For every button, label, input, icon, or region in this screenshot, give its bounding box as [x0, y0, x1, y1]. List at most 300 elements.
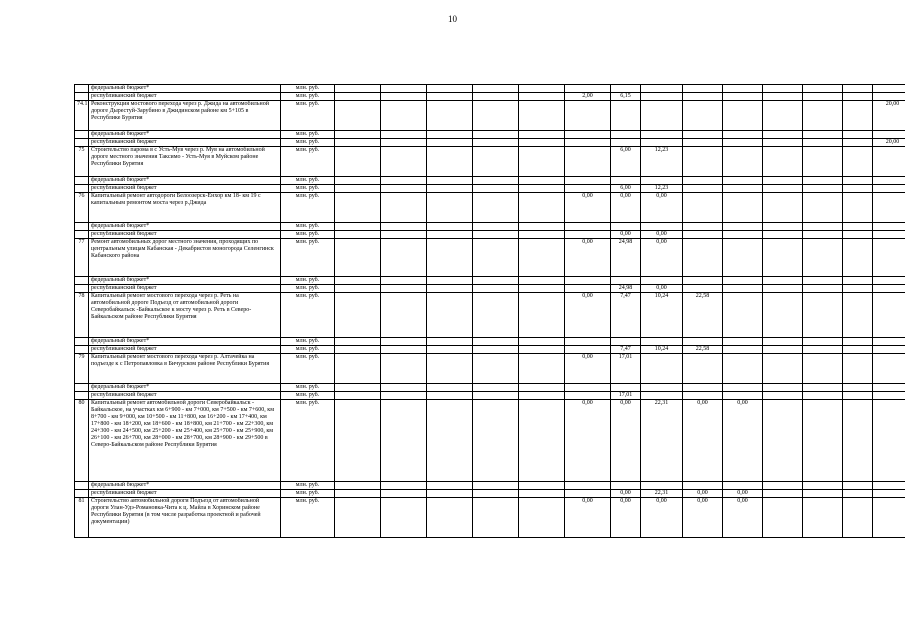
value-cell: [843, 482, 873, 490]
value-cell: [519, 338, 565, 346]
value-cell: [843, 93, 873, 101]
value-cell: [565, 338, 611, 346]
row-unit: млн. руб.: [281, 490, 335, 498]
row-unit: млн. руб.: [281, 239, 335, 277]
value-cell: [381, 177, 427, 185]
value-cell: [473, 338, 519, 346]
value-cell: [427, 384, 473, 392]
value-cell: [611, 139, 641, 147]
value-cell: [641, 392, 683, 400]
page-number: 10: [448, 14, 457, 24]
value-cell: [873, 223, 905, 231]
value-cell: [519, 392, 565, 400]
value-cell: [565, 85, 611, 93]
value-cell: 0,00: [565, 498, 611, 538]
value-cell: [565, 185, 611, 193]
row-number: [75, 285, 89, 293]
value-cell: [611, 384, 641, 392]
value-cell: [873, 285, 905, 293]
value-cell: [843, 239, 873, 277]
row-name: федеральный бюджет*: [89, 482, 281, 490]
row-number: [75, 177, 89, 185]
value-cell: [519, 177, 565, 185]
value-cell: [803, 354, 843, 384]
value-cell: 2,00: [565, 93, 611, 101]
value-cell: [473, 346, 519, 354]
value-cell: [763, 231, 803, 239]
table-row: [75, 482, 905, 490]
value-cell: [873, 400, 905, 482]
value-cell: [519, 498, 565, 538]
row-unit: млн. руб.: [281, 139, 335, 147]
value-cell: [473, 93, 519, 101]
row-number: [75, 338, 89, 346]
row-number: [75, 277, 89, 285]
value-cell: [519, 231, 565, 239]
value-cell: [335, 482, 381, 490]
table-row: [75, 354, 905, 384]
value-cell: [843, 285, 873, 293]
row-number: [75, 392, 89, 400]
value-cell: 0,00: [723, 490, 763, 498]
value-cell: [763, 354, 803, 384]
row-number: 78: [75, 293, 89, 338]
value-cell: [473, 193, 519, 223]
row-name: Реконструкция мостового перехода через р. Джида на автомобильной дороге Дырестуй-Зарубино в Джидинском районе км 5+105 в Республике Бурятия: [89, 101, 281, 131]
value-cell: [683, 277, 723, 285]
value-cell: [843, 231, 873, 239]
value-cell: [723, 139, 763, 147]
row-number: [75, 85, 89, 93]
value-cell: [381, 482, 427, 490]
table-row: [75, 177, 905, 185]
value-cell: [335, 193, 381, 223]
value-cell: [381, 85, 427, 93]
value-cell: [641, 384, 683, 392]
value-cell: 24,98: [611, 239, 641, 277]
value-cell: [763, 384, 803, 392]
value-cell: [473, 101, 519, 131]
row-unit: млн. руб.: [281, 93, 335, 101]
value-cell: [565, 139, 611, 147]
table-row: [75, 498, 905, 538]
value-cell: [763, 131, 803, 139]
row-unit: млн. руб.: [281, 193, 335, 223]
value-cell: [335, 101, 381, 131]
row-unit: млн. руб.: [281, 131, 335, 139]
value-cell: [843, 384, 873, 392]
value-cell: [723, 101, 763, 131]
value-cell: [381, 392, 427, 400]
value-cell: [641, 93, 683, 101]
value-cell: [381, 239, 427, 277]
value-cell: [519, 490, 565, 498]
value-cell: [473, 239, 519, 277]
value-cell: [763, 400, 803, 482]
value-cell: [335, 93, 381, 101]
value-cell: [565, 223, 611, 231]
value-cell: 20,00: [873, 101, 905, 131]
row-name: Капитальный ремонт мостового перехода через р. Алтачейка на подъезде к с Петропавловка в Бичурском районе Республики Бурятия: [89, 354, 281, 384]
value-cell: [335, 139, 381, 147]
value-cell: [723, 338, 763, 346]
value-cell: [843, 193, 873, 223]
table-row: [75, 185, 905, 193]
value-cell: [427, 177, 473, 185]
value-cell: [519, 293, 565, 338]
row-number: [75, 490, 89, 498]
value-cell: [683, 139, 723, 147]
row-unit: млн. руб.: [281, 223, 335, 231]
value-cell: [473, 392, 519, 400]
value-cell: [723, 147, 763, 177]
value-cell: [473, 498, 519, 538]
value-cell: [803, 482, 843, 490]
row-unit: млн. руб.: [281, 231, 335, 239]
value-cell: [843, 139, 873, 147]
value-cell: [335, 392, 381, 400]
value-cell: 7,47: [611, 346, 641, 354]
value-cell: 12,23: [641, 147, 683, 177]
value-cell: [763, 285, 803, 293]
value-cell: [803, 131, 843, 139]
value-cell: [381, 193, 427, 223]
table-row: [75, 490, 905, 498]
value-cell: [427, 231, 473, 239]
value-cell: [873, 147, 905, 177]
value-cell: [803, 400, 843, 482]
value-cell: [565, 490, 611, 498]
value-cell: [763, 85, 803, 93]
table-row: [75, 85, 905, 93]
row-unit: млн. руб.: [281, 277, 335, 285]
value-cell: [611, 177, 641, 185]
value-cell: [843, 400, 873, 482]
value-cell: [843, 354, 873, 384]
value-cell: [335, 177, 381, 185]
value-cell: [473, 223, 519, 231]
value-cell: [565, 131, 611, 139]
value-cell: 0,00: [611, 498, 641, 538]
row-number: 77: [75, 239, 89, 277]
value-cell: 22,31: [641, 400, 683, 482]
value-cell: [843, 490, 873, 498]
value-cell: 0,00: [565, 400, 611, 482]
value-cell: [641, 482, 683, 490]
value-cell: [519, 346, 565, 354]
value-cell: [473, 293, 519, 338]
value-cell: [843, 131, 873, 139]
value-cell: [763, 193, 803, 223]
row-unit: млн. руб.: [281, 384, 335, 392]
row-number: [75, 223, 89, 231]
value-cell: [803, 498, 843, 538]
value-cell: [803, 93, 843, 101]
value-cell: [803, 346, 843, 354]
value-cell: [427, 293, 473, 338]
value-cell: [381, 147, 427, 177]
row-number: [75, 231, 89, 239]
value-cell: [641, 131, 683, 139]
value-cell: [519, 131, 565, 139]
value-cell: [565, 384, 611, 392]
value-cell: [335, 231, 381, 239]
value-cell: 0,00: [565, 354, 611, 384]
value-cell: 22,31: [641, 490, 683, 498]
row-unit: млн. руб.: [281, 498, 335, 538]
table-row: [75, 384, 905, 392]
value-cell: 0,00: [611, 193, 641, 223]
value-cell: [763, 498, 803, 538]
row-number: 76: [75, 193, 89, 223]
value-cell: [873, 392, 905, 400]
value-cell: [335, 131, 381, 139]
value-cell: [803, 85, 843, 93]
row-number: 81: [75, 498, 89, 538]
row-name: федеральный бюджет*: [89, 223, 281, 231]
table-row: [75, 193, 905, 223]
row-name: федеральный бюджет*: [89, 338, 281, 346]
value-cell: [641, 85, 683, 93]
value-cell: [335, 338, 381, 346]
value-cell: [335, 239, 381, 277]
value-cell: [335, 285, 381, 293]
row-unit: млн. руб.: [281, 147, 335, 177]
row-number: [75, 139, 89, 147]
value-cell: [803, 293, 843, 338]
value-cell: [803, 392, 843, 400]
value-cell: 0,00: [565, 239, 611, 277]
value-cell: [427, 223, 473, 231]
value-cell: 0,00: [641, 193, 683, 223]
value-cell: [803, 147, 843, 177]
value-cell: 6,15: [611, 93, 641, 101]
value-cell: [843, 338, 873, 346]
value-cell: [723, 239, 763, 277]
value-cell: 0,00: [641, 285, 683, 293]
row-name: федеральный бюджет*: [89, 177, 281, 185]
value-cell: [683, 338, 723, 346]
value-cell: [519, 185, 565, 193]
value-cell: [683, 185, 723, 193]
row-number: [75, 185, 89, 193]
value-cell: [381, 231, 427, 239]
value-cell: [427, 482, 473, 490]
value-cell: [381, 338, 427, 346]
value-cell: [723, 354, 763, 384]
value-cell: [473, 85, 519, 93]
value-cell: [723, 85, 763, 93]
row-number: [75, 346, 89, 354]
value-cell: [803, 177, 843, 185]
value-cell: [803, 338, 843, 346]
value-cell: [381, 498, 427, 538]
value-cell: [803, 231, 843, 239]
value-cell: [381, 293, 427, 338]
value-cell: [873, 490, 905, 498]
value-cell: [763, 277, 803, 285]
value-cell: 10,24: [641, 346, 683, 354]
value-cell: [335, 384, 381, 392]
value-cell: [723, 223, 763, 231]
value-cell: [763, 177, 803, 185]
value-cell: [519, 482, 565, 490]
row-name: республиканский бюджет: [89, 285, 281, 293]
row-number: 74.1: [75, 101, 89, 131]
value-cell: [683, 147, 723, 177]
value-cell: [565, 285, 611, 293]
value-cell: [519, 193, 565, 223]
value-cell: [473, 277, 519, 285]
value-cell: [519, 85, 565, 93]
value-cell: [843, 101, 873, 131]
value-cell: [683, 482, 723, 490]
value-cell: 17,01: [611, 354, 641, 384]
value-cell: 12,23: [641, 185, 683, 193]
value-cell: [723, 277, 763, 285]
table-row: [75, 93, 905, 101]
value-cell: [611, 338, 641, 346]
value-cell: [723, 231, 763, 239]
table-row: [75, 231, 905, 239]
row-name: республиканский бюджет: [89, 490, 281, 498]
value-cell: [683, 193, 723, 223]
value-cell: [683, 177, 723, 185]
row-name: республиканский бюджет: [89, 185, 281, 193]
value-cell: [683, 239, 723, 277]
value-cell: [803, 101, 843, 131]
value-cell: 0,00: [611, 400, 641, 482]
value-cell: [427, 239, 473, 277]
value-cell: [843, 147, 873, 177]
value-cell: [427, 392, 473, 400]
table-row: [75, 346, 905, 354]
value-cell: [873, 346, 905, 354]
value-cell: [473, 147, 519, 177]
value-cell: [565, 101, 611, 131]
value-cell: [763, 346, 803, 354]
table-row: [75, 293, 905, 338]
value-cell: [611, 482, 641, 490]
value-cell: [803, 223, 843, 231]
value-cell: [381, 93, 427, 101]
row-unit: млн. руб.: [281, 354, 335, 384]
row-name: Строительство парома в с Усть-Мув через р. Мув на автомобильной дороге местного значения Таксимо - Усть-Муя в Муйском районе Республики Бурятия: [89, 147, 281, 177]
value-cell: [873, 185, 905, 193]
value-cell: [763, 338, 803, 346]
row-name: республиканский бюджет: [89, 231, 281, 239]
row-number: 80: [75, 400, 89, 482]
value-cell: [683, 384, 723, 392]
table-row: [75, 277, 905, 285]
row-name: Ремонт автомобильных дорог местного значения, проходящих по центральным улицам Кабанская - Декабристов моногорода Селенгинск Кабанского района: [89, 239, 281, 277]
value-cell: [473, 384, 519, 392]
value-cell: 0,00: [723, 400, 763, 482]
value-cell: [803, 239, 843, 277]
value-cell: [565, 231, 611, 239]
table-row: [75, 239, 905, 277]
value-cell: [763, 223, 803, 231]
value-cell: [335, 354, 381, 384]
row-unit: млн. руб.: [281, 338, 335, 346]
value-cell: [381, 346, 427, 354]
value-cell: [473, 131, 519, 139]
table-row: [75, 392, 905, 400]
value-cell: [427, 131, 473, 139]
value-cell: 6,00: [611, 147, 641, 177]
value-cell: [519, 93, 565, 101]
row-unit: млн. руб.: [281, 101, 335, 131]
value-cell: [335, 185, 381, 193]
value-cell: [873, 193, 905, 223]
value-cell: [723, 193, 763, 223]
value-cell: [427, 193, 473, 223]
value-cell: 0,00: [641, 239, 683, 277]
value-cell: [763, 93, 803, 101]
row-name: Капитальный ремонт автомобильной дороги Северобайкальск - Байкальское, на участках км 6+900 - км 7+000, км 7+500 - км 7+600, км 8+700 - км 9+000, км 10+500 - км 11+800, км 16+200 - км 17+400, км 17+800 - км 18+200, км 18+600 - км 18+800, км 21+700 - км 22+300, км 24+300 - км 24+500, км 25+200 - км 25+400, км 25+700 - км 25+900, км 26+100 - км 26+700, км 28+000 - км 28+700, км 28+900 - км 29+500 в Северо-Байкальском районе Республики Бурятия: [89, 400, 281, 482]
value-cell: [427, 93, 473, 101]
value-cell: [473, 185, 519, 193]
row-name: республиканский бюджет: [89, 93, 281, 101]
value-cell: [803, 193, 843, 223]
value-cell: [803, 185, 843, 193]
value-cell: [381, 384, 427, 392]
value-cell: [519, 400, 565, 482]
value-cell: [611, 223, 641, 231]
row-unit: млн. руб.: [281, 482, 335, 490]
value-cell: [473, 285, 519, 293]
value-cell: [427, 185, 473, 193]
value-cell: [519, 139, 565, 147]
table-row: [75, 147, 905, 177]
value-cell: [335, 498, 381, 538]
table-row: [75, 139, 905, 147]
table-row: [75, 101, 905, 131]
value-cell: [723, 482, 763, 490]
value-cell: [381, 400, 427, 482]
value-cell: [427, 277, 473, 285]
row-unit: млн. руб.: [281, 346, 335, 354]
value-cell: [683, 101, 723, 131]
row-name: республиканский бюджет: [89, 346, 281, 354]
value-cell: [763, 139, 803, 147]
value-cell: [763, 185, 803, 193]
value-cell: [873, 177, 905, 185]
table-row: [75, 400, 905, 482]
value-cell: 10,24: [641, 293, 683, 338]
value-cell: [803, 285, 843, 293]
value-cell: [335, 277, 381, 285]
row-unit: млн. руб.: [281, 85, 335, 93]
value-cell: 0,00: [611, 490, 641, 498]
value-cell: [873, 85, 905, 93]
row-name: федеральный бюджет*: [89, 131, 281, 139]
value-cell: [427, 354, 473, 384]
value-cell: [519, 277, 565, 285]
value-cell: [427, 85, 473, 93]
value-cell: [873, 93, 905, 101]
value-cell: [803, 139, 843, 147]
value-cell: [683, 223, 723, 231]
row-unit: млн. руб.: [281, 392, 335, 400]
value-cell: [473, 177, 519, 185]
value-cell: [427, 101, 473, 131]
value-cell: [335, 293, 381, 338]
row-unit: млн. руб.: [281, 400, 335, 482]
value-cell: 0,00: [683, 400, 723, 482]
row-number: [75, 93, 89, 101]
value-cell: [381, 185, 427, 193]
